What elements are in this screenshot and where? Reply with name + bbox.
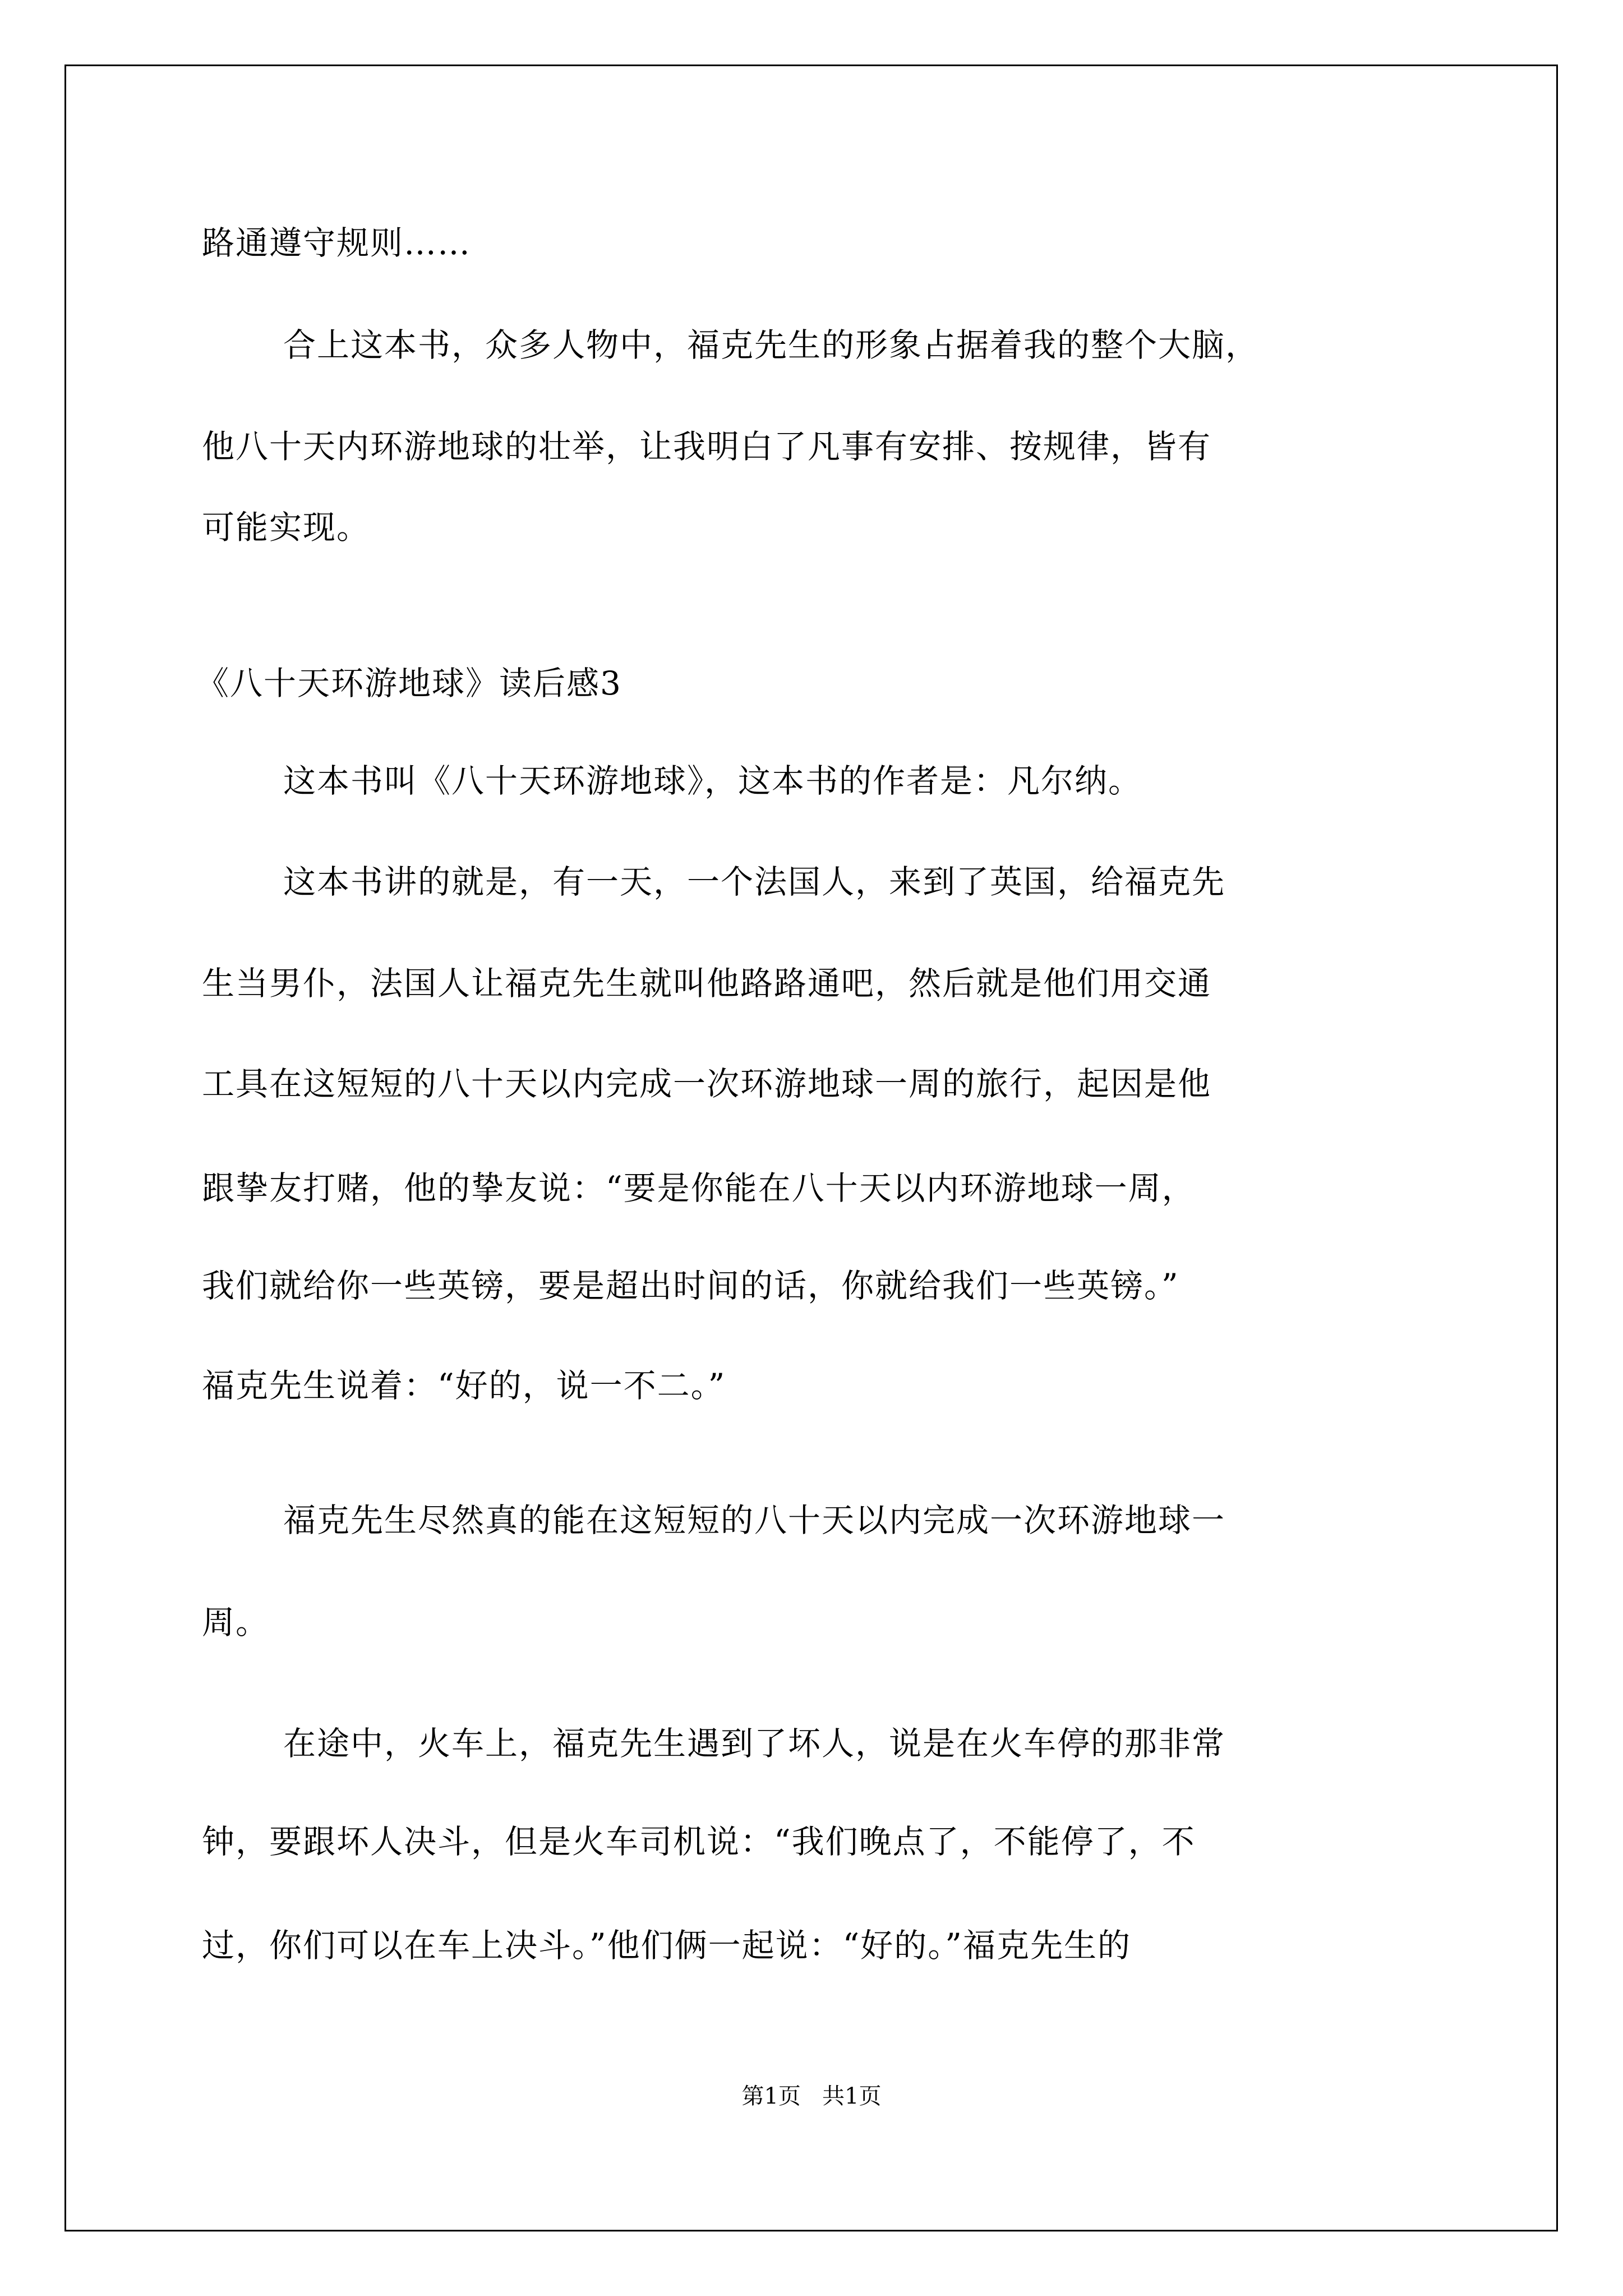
- text-line-17: 过，你们可以在车上决斗。”他们俩一起说：“好的。”福克先生的: [202, 1926, 1131, 1964]
- page-footer: 第1页 共1页: [741, 2083, 882, 2109]
- text-line-15: 在途中，火车上，福克先生遇到了坏人，说是在火车停的那非常: [283, 1724, 1226, 1763]
- text-line-13: 福克先生尽然真的能在这短短的八十天以内完成一次环游地球一: [283, 1501, 1226, 1539]
- text-line-9: 工具在这短短的八十天以内完成一次环游地球一周的旅行，起因是他: [202, 1065, 1212, 1103]
- text-line-12: 福克先生说着：“好的，说一不二。”: [202, 1366, 726, 1405]
- text-line-11: 我们就给你一些英镑，要是超出时间的话，你就给我们一些英镑。”: [202, 1267, 1179, 1305]
- text-line-14: 周。: [202, 1603, 270, 1641]
- text-line-7: 这本书讲的就是，有一天，一个法国人，来到了英国，给福克先: [283, 863, 1226, 901]
- text-line-8: 生当男仆，法国人让福克先生就叫他路路通吧，然后就是他们用交通: [202, 964, 1212, 1002]
- text-line-10: 跟挚友打赌，他的挚友说：“要是你能在八十天以内环游地球一周，: [202, 1169, 1196, 1207]
- section-heading: 《八十天环游地球》读后感3: [196, 664, 622, 702]
- text-line-6: 这本书叫《八十天环游地球》，这本书的作者是：凡尔纳。: [283, 762, 1142, 800]
- text-line-2: 合上这本书，众多人物中，福克先生的形象占据着我的整个大脑，: [283, 326, 1260, 364]
- text-line-4: 可能实现。: [202, 508, 371, 546]
- text-line-3: 他八十天内环游地球的壮举，让我明白了凡事有安排、按规律，皆有: [202, 427, 1212, 466]
- page-border: [64, 65, 1558, 2231]
- text-line-16: 钟，要跟坏人决斗，但是火车司机说：“我们晚点了，不能停了，不: [202, 1823, 1196, 1861]
- text-line-1: 路通遵守规则……: [202, 224, 472, 262]
